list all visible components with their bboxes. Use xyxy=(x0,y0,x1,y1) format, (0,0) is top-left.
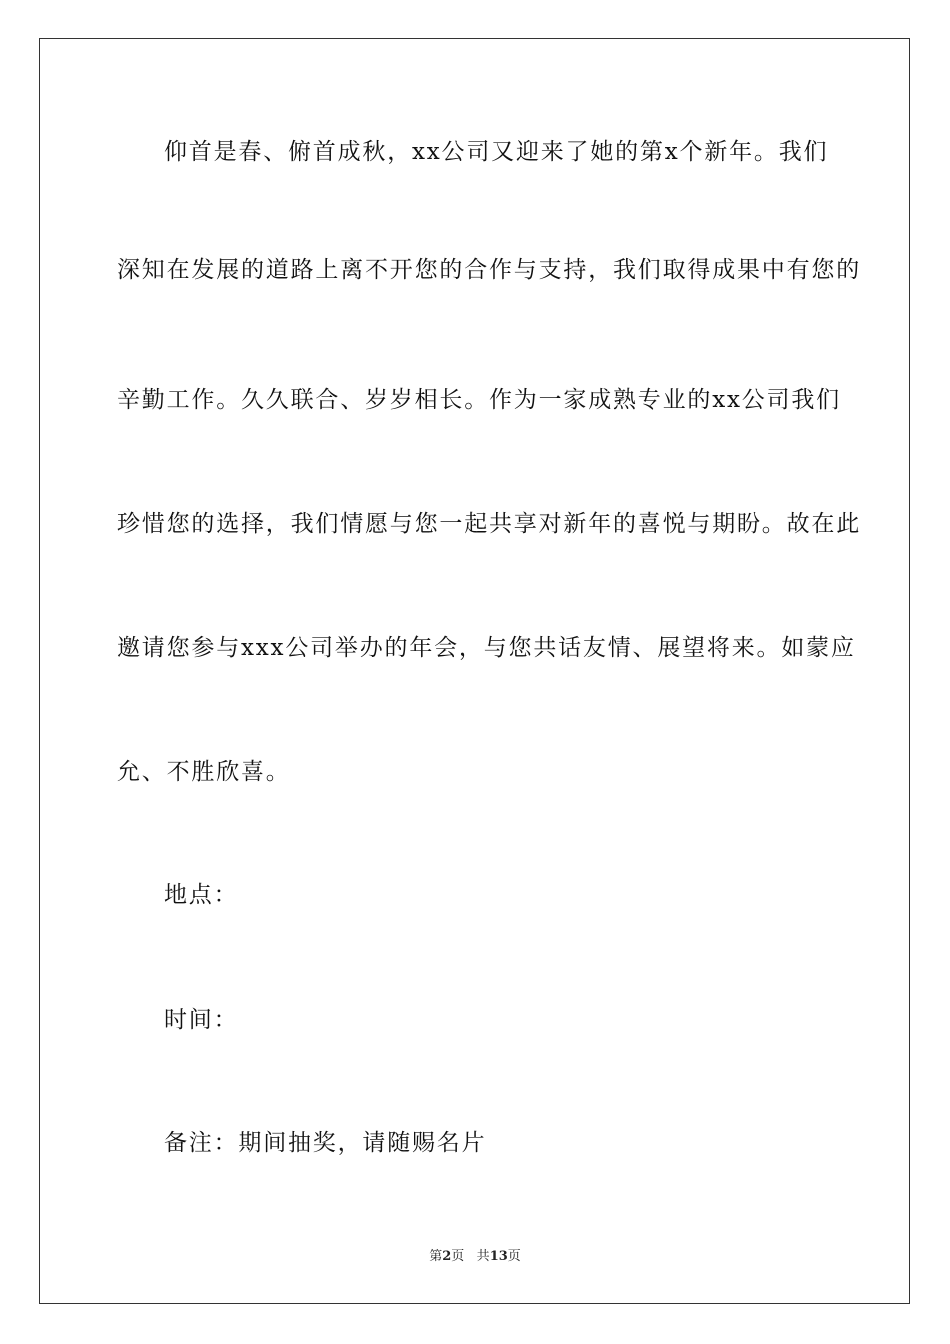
footer-total-prefix: 共 xyxy=(476,1249,490,1264)
footer-total-pages: 13 xyxy=(489,1249,508,1264)
paragraph-line-1: 仰首是春、俯首成秋，xx公司又迎来了她的第x个新年。我们 xyxy=(164,139,829,165)
paragraph-line-6: 允、不胜欣喜。 xyxy=(117,759,291,785)
paragraph-line-4: 珍惜您的选择，我们情愿与您一起共享对新年的喜悦与期盼。故在此 xyxy=(117,511,861,537)
footer-page-prefix: 第 xyxy=(429,1249,443,1264)
page-border xyxy=(39,38,910,1304)
location-label: 地点： xyxy=(164,882,239,908)
paragraph-line-3: 辛勤工作。久久联合、岁岁相长。作为一家成熟专业的xx公司我们 xyxy=(117,387,841,413)
footer-page-suffix: 页 xyxy=(451,1249,465,1264)
time-label: 时间： xyxy=(164,1007,239,1033)
note-line: 备注：期间抽奖，请随赐名片 xyxy=(164,1130,487,1156)
paragraph-line-5: 邀请您参与xxx公司举办的年会，与您共话友情、展望将来。如蒙应 xyxy=(117,635,856,661)
page-footer xyxy=(0,1248,950,1266)
paragraph-line-2: 深知在发展的道路上离不开您的合作与支持，我们取得成果中有您的 xyxy=(117,257,861,283)
footer-page-number: 2 xyxy=(442,1249,452,1264)
footer-total-suffix: 页 xyxy=(507,1249,521,1264)
